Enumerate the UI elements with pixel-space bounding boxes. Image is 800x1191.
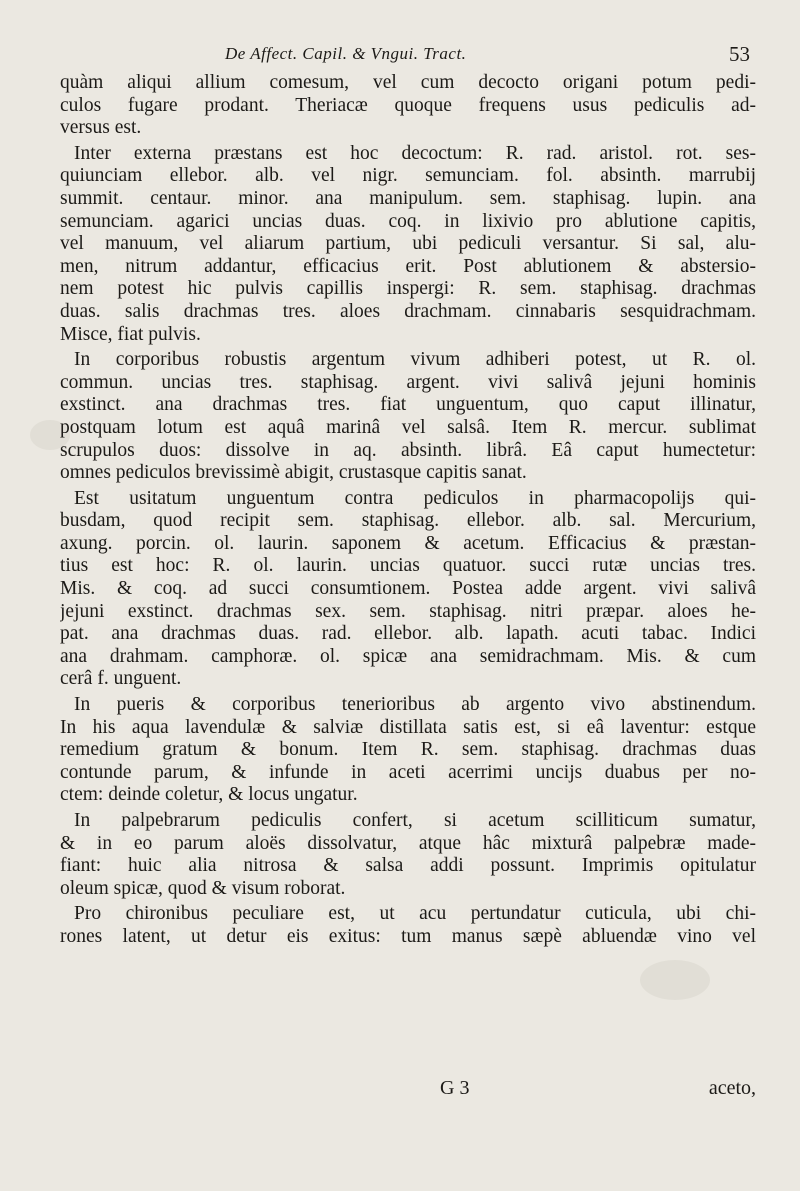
text-line: Mis. & coq. ad succi consumtionem. Postea adde argent. vivi salivâ [60, 578, 756, 600]
text-line: oleum spicæ, quod & visum roborat. [60, 877, 346, 899]
text-line: tius est hoc: R. ol. laurin. uncias quatuor. succi rutæ uncias tres. [60, 555, 756, 577]
text-line: summit. centaur. minor. ana manipulum. sem. staphisag. lupin. ana [60, 187, 756, 209]
text-line: axung. porcin. ol. laurin. saponem & acetum. Efficacius & præstan- [60, 532, 756, 554]
text-line: Est usitatum unguentum contra pediculos in pharmacopolijs qui- [74, 487, 756, 509]
text-line: quiunciam ellebor. alb. vel nigr. semunciam. fol. absinth. marrubij [60, 165, 756, 187]
text-line: jejuni exstinct. drachmas sex. sem. staphisag. nitri præpar. aloes he- [60, 600, 756, 622]
text-line: vel manuum, vel aliarum partium, ubi pediculi versantur. Si sal, alu- [60, 233, 756, 255]
text-line: postquam lotum est aquâ marinâ vel salsâ. Item R. mercur. sublimat [60, 416, 756, 438]
text-line: In palpebrarum pediculis confert, si acetum scilliticum sumatur, [74, 810, 756, 831]
text-line: In corporibus robustis argentum vivum adhiberi potest, ut R. ol. [74, 349, 756, 371]
text-line: duas. salis drachmas tres. aloes drachmam. cinnabaris sesquidrachmam. [60, 300, 756, 322]
catchword: aceto, [708, 1077, 756, 1099]
running-title: De Affect. Capil. & Vngui. Tract. [225, 44, 467, 63]
text-line: fiant: huic alia nitrosa & salsa addi possunt. Imprimis opitulatur [60, 855, 756, 877]
text-line: Pro chironibus peculiare est, ut acu pertundatur cuticula, ubi chi- [74, 903, 756, 925]
text-line: quàm aliqui allium comesum, vel cum decocto origani potum pedi- [60, 72, 756, 93]
text-line: pat. ana drachmas duas. rad. ellebor. alb. lapath. acuti tabac. Indici [60, 623, 756, 645]
text-line: In his aqua lavendulæ & salviæ distillata satis est, si eâ laventur: estque [60, 716, 756, 738]
page-number: 53 [729, 42, 750, 66]
text-line: In pueris & corporibus tenerioribus ab argento vivo abstinendum. [74, 694, 756, 716]
text-line: versus est. [60, 117, 142, 139]
text-line: culos fugare prodant. Theriacæ quoque frequens usus pediculis ad- [60, 94, 756, 116]
text-line: nem potest hic pulvis capillis inspergi: R. sem. staphisag. drachmas [60, 278, 756, 300]
text-line: rones latent, ut detur eis exitus: tum manus sæpè abluendæ vino vel [60, 925, 756, 947]
text-line: ctem: deinde coletur, & locus ungatur. [60, 784, 358, 806]
text-line: busdam, quod recipit sem. staphisag. ellebor. alb. sal. Mercurium, [60, 510, 756, 532]
text-line: semunciam. agarici uncias duas. coq. in lixivio pro ablutione capitis, [60, 210, 756, 232]
text-line: scrupulos duos: dissolve in aq. absinth. librâ. Eâ caput humectetur: [60, 439, 756, 461]
page-footer [60, 1075, 756, 1105]
text-line: commun. uncias tres. staphisag. argent. vivi salivâ jejuni hominis [60, 371, 756, 393]
text-line: omnes pediculos brevissimè abigit, crustasque capitis sanat. [60, 462, 527, 484]
page-stain [640, 960, 710, 1000]
text-line: exstinct. ana drachmas tres. fiat unguentum, quo caput illinatur, [60, 394, 756, 416]
text-line: ana drahmam. camphoræ. ol. spicæ ana semidrachmam. Mis. & cum [60, 645, 756, 667]
signature-mark: G 3 [440, 1077, 470, 1099]
text-line: contunde parum, & infunde in aceti acerrimi uncijs duabus per no- [60, 761, 756, 783]
text-line: Inter externa præstans est hoc decoctum: R. rad. aristol. rot. ses- [74, 142, 756, 164]
text-line: remedium gratum & bonum. Item R. sem. staphisag. drachmas duas [60, 739, 756, 761]
body-text [60, 72, 756, 949]
text-line: & in eo parum aloës dissolvatur, atque hâc mixturâ palpebræ made- [60, 832, 756, 854]
text-line: men, nitrum addantur, efficacius erit. Post ablutionem & abstersio- [60, 255, 756, 277]
text-line: Misce, fiat pulvis. [60, 323, 201, 345]
text-line: cerâ f. unguent. [60, 668, 182, 690]
